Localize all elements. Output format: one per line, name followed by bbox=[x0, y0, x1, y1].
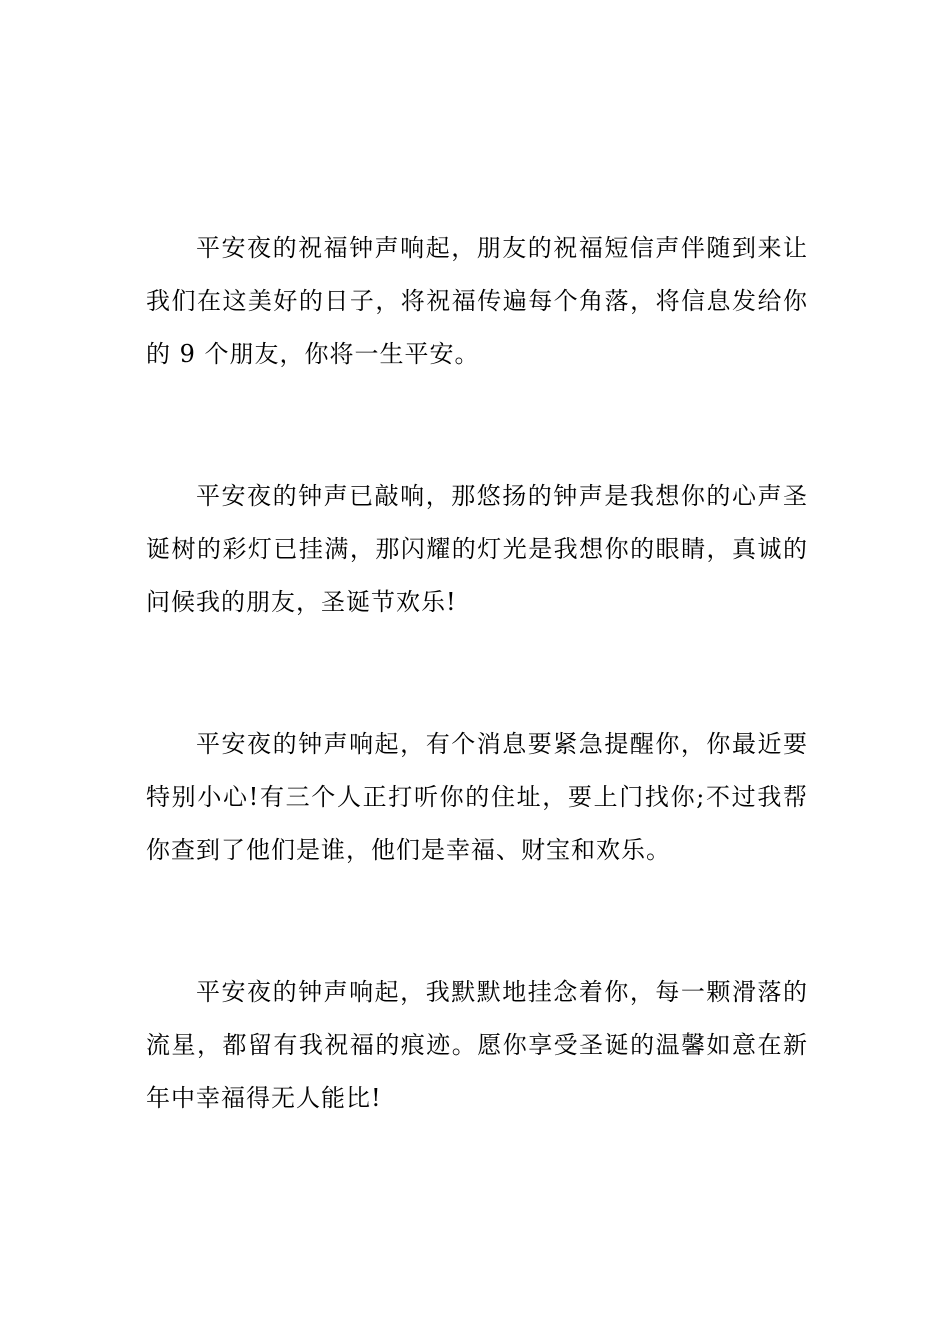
paragraph-2 bbox=[146, 470, 808, 629]
paragraph-3-line-3: 我帮你查到了他们是谁，他们是幸福、财宝和欢乐。 bbox=[146, 783, 809, 864]
paragraph-4-line-1: 平安夜的钟声响起，我默默地挂念着你，每一颗滑落 bbox=[196, 978, 783, 1006]
paragraph-2-line-3: 诚的问候我的朋友，圣诞节欢乐! bbox=[146, 535, 809, 616]
paragraph-4 bbox=[146, 966, 808, 1125]
paragraph-3-line-1: 平安夜的钟声响起，有个消息要紧急提醒你，你最近 bbox=[196, 730, 783, 758]
paragraph-2-line-2: 圣诞树的彩灯已挂满，那闪耀的灯光是我想你的眼睛，真 bbox=[146, 482, 808, 563]
paragraph-1-line-2: 让我们在这美好的日子，将祝福传遍每个角落，将信息发 bbox=[146, 234, 808, 315]
paragraph-1 bbox=[146, 222, 808, 381]
paragraph-1-line-3: 给你的 9 个朋友，你将一生平安。 bbox=[146, 287, 809, 368]
paragraph-4-line-3: 在新年中幸福得无人能比! bbox=[146, 1031, 809, 1112]
paragraph-3 bbox=[146, 718, 808, 877]
paragraph-1-line-1: 平安夜的祝福钟声响起，朋友的祝福短信声伴随到来 bbox=[196, 234, 783, 262]
paragraph-2-line-1: 平安夜的钟声已敲响，那悠扬的钟声是我想你的心声 bbox=[196, 482, 783, 510]
paragraph-4-line-2: 的流星，都留有我祝福的痕迹。愿你享受圣诞的温馨如意 bbox=[146, 978, 808, 1059]
paragraph-3-line-2: 要特别小心!有三个人正打听你的住址，要上门找你;不过 bbox=[146, 730, 808, 811]
